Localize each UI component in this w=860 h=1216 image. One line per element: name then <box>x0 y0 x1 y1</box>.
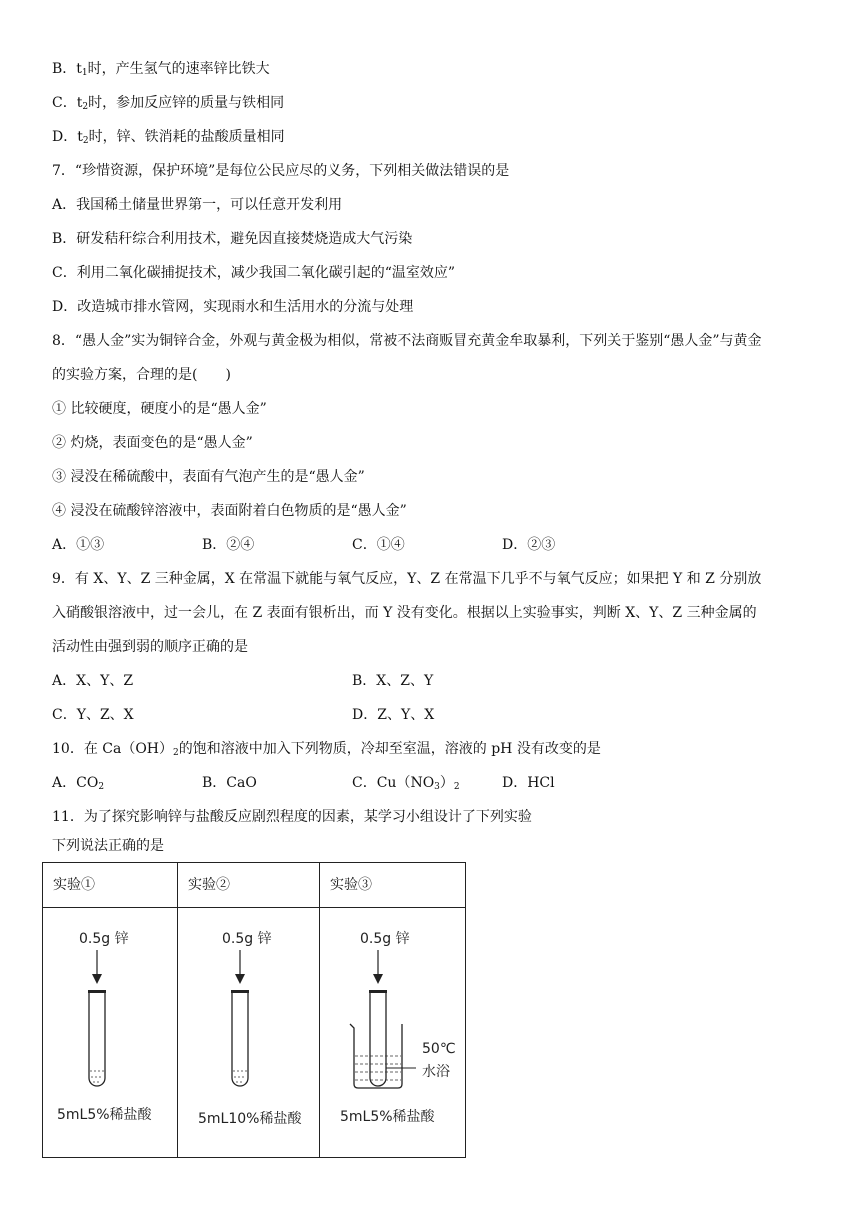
zinc-label-3: 0.5g 锌 <box>360 931 410 947</box>
q8-item-2: ② 灼烧，表面变色的是“愚人金” <box>52 435 253 451</box>
q9-option-c: C．Y、Z、X <box>52 707 134 723</box>
experiment-2-cell <box>178 908 320 1158</box>
q7-option-a: A．我国稀土储量世界第一，可以任意开发利用 <box>52 197 343 213</box>
q8-item-3: ③ 浸没在稀硫酸中，表面有气泡产生的是“愚人金” <box>52 469 365 485</box>
q6-option-b: B．$t_1$时，产生氢气的速率锌比铁大 <box>52 61 270 78</box>
q9-stem-line2: 入硝酸银溶液中，过一会儿，在 Z 表面有银析出，而 Y 没有变化。根据以上实验事实，判断 X、Y、Z 三种金属的 <box>52 605 757 621</box>
q9-option-a: A．X、Y、Z <box>52 673 134 689</box>
q8-stem-line1: 8．“愚人金”实为铜锌合金，外观与黄金极为相似，常被不法商贩冒充黄金牟取暴利，下列关于鉴别“愚人金”与黄金 <box>52 333 762 349</box>
q11-stem-line1: 11．为了探究影响锌与盐酸反应剧烈程度的因素，某学习小组设计了下列实验 <box>52 809 532 825</box>
q9-stem-line1: 9．有 X、Y、Z 三种金属，X 在常温下就能与氧气反应，Y、Z 在常温下几乎不与氧气反应；如果把 Y 和 Z 分别放 <box>52 571 762 587</box>
table-header-exp1: 实验① <box>43 863 178 908</box>
bath-label: 水浴 <box>422 1064 450 1080</box>
q10-option-b: B．CaO <box>202 775 257 791</box>
q7-option-c: C．利用二氧化碳捕捉技术，减少我国二氧化碳引起的“温室效应” <box>52 265 456 281</box>
experiment-1-cell <box>43 908 178 1158</box>
q8-option-c: C．①④ <box>352 537 405 553</box>
q8-item-4: ④ 浸没在硫酸锌溶液中，表面附着白色物质的是“愚人金” <box>52 503 407 519</box>
experiment-3-cell <box>320 908 466 1158</box>
q9-option-d: D．Z、Y、X <box>352 707 435 723</box>
q8-option-b: B．②④ <box>202 537 255 553</box>
q10-option-a: A．$CO_2$ <box>52 775 105 792</box>
q8-option-a: A．①③ <box>52 537 105 553</box>
experiment-table <box>42 862 466 1158</box>
acid-label-2: 5mL10%稀盐酸 <box>198 1111 302 1127</box>
q7-option-b: B．研发秸秆综合利用技术，避免因直接焚烧造成大气污染 <box>52 231 413 247</box>
table-header-exp3: 实验③ <box>320 863 466 908</box>
q7-option-d: D．改造城市排水管网，实现雨水和生活用水的分流与处理 <box>52 299 414 315</box>
zinc-label-2: 0.5g 锌 <box>222 931 272 947</box>
q10-stem: 10．在 $Ca(OH)_2$的饱和溶液中加入下列物质，冷却至室温，溶液的 pH 没有改变的是 <box>52 741 601 758</box>
bath-temperature-label: 50℃ <box>422 1041 456 1057</box>
q9-option-b: B．X、Z、Y <box>352 673 434 689</box>
acid-label-1: 5mL5%稀盐酸 <box>57 1107 152 1123</box>
acid-label-3: 5mL5%稀盐酸 <box>340 1109 435 1125</box>
q7-stem: 7．“珍惜资源，保护环境”是每位公民应尽的义务，下列相关做法错误的是 <box>52 163 510 179</box>
q10-option-c: C．$Cu(NO_3)_2$ <box>352 775 460 792</box>
q8-item-1: ① 比较硬度，硬度小的是“愚人金” <box>52 401 267 417</box>
q11-stem-line2: 下列说法正确的是 <box>52 838 164 854</box>
q8-option-d: D．②③ <box>502 537 556 553</box>
q8-stem-line2: 的实验方案，合理的是( ) <box>52 367 231 383</box>
zinc-label-1: 0.5g 锌 <box>79 931 129 947</box>
q6-option-d: D．$t_2$时，锌、铁消耗的盐酸质量相同 <box>52 129 285 146</box>
q6-option-c: C．$t_2$时，参加反应锌的质量与铁相同 <box>52 95 285 112</box>
q9-stem-line3: 活动性由强到弱的顺序正确的是 <box>52 639 248 655</box>
table-header-exp2: 实验② <box>178 863 320 908</box>
q10-option-d: D．HCl <box>502 775 555 791</box>
